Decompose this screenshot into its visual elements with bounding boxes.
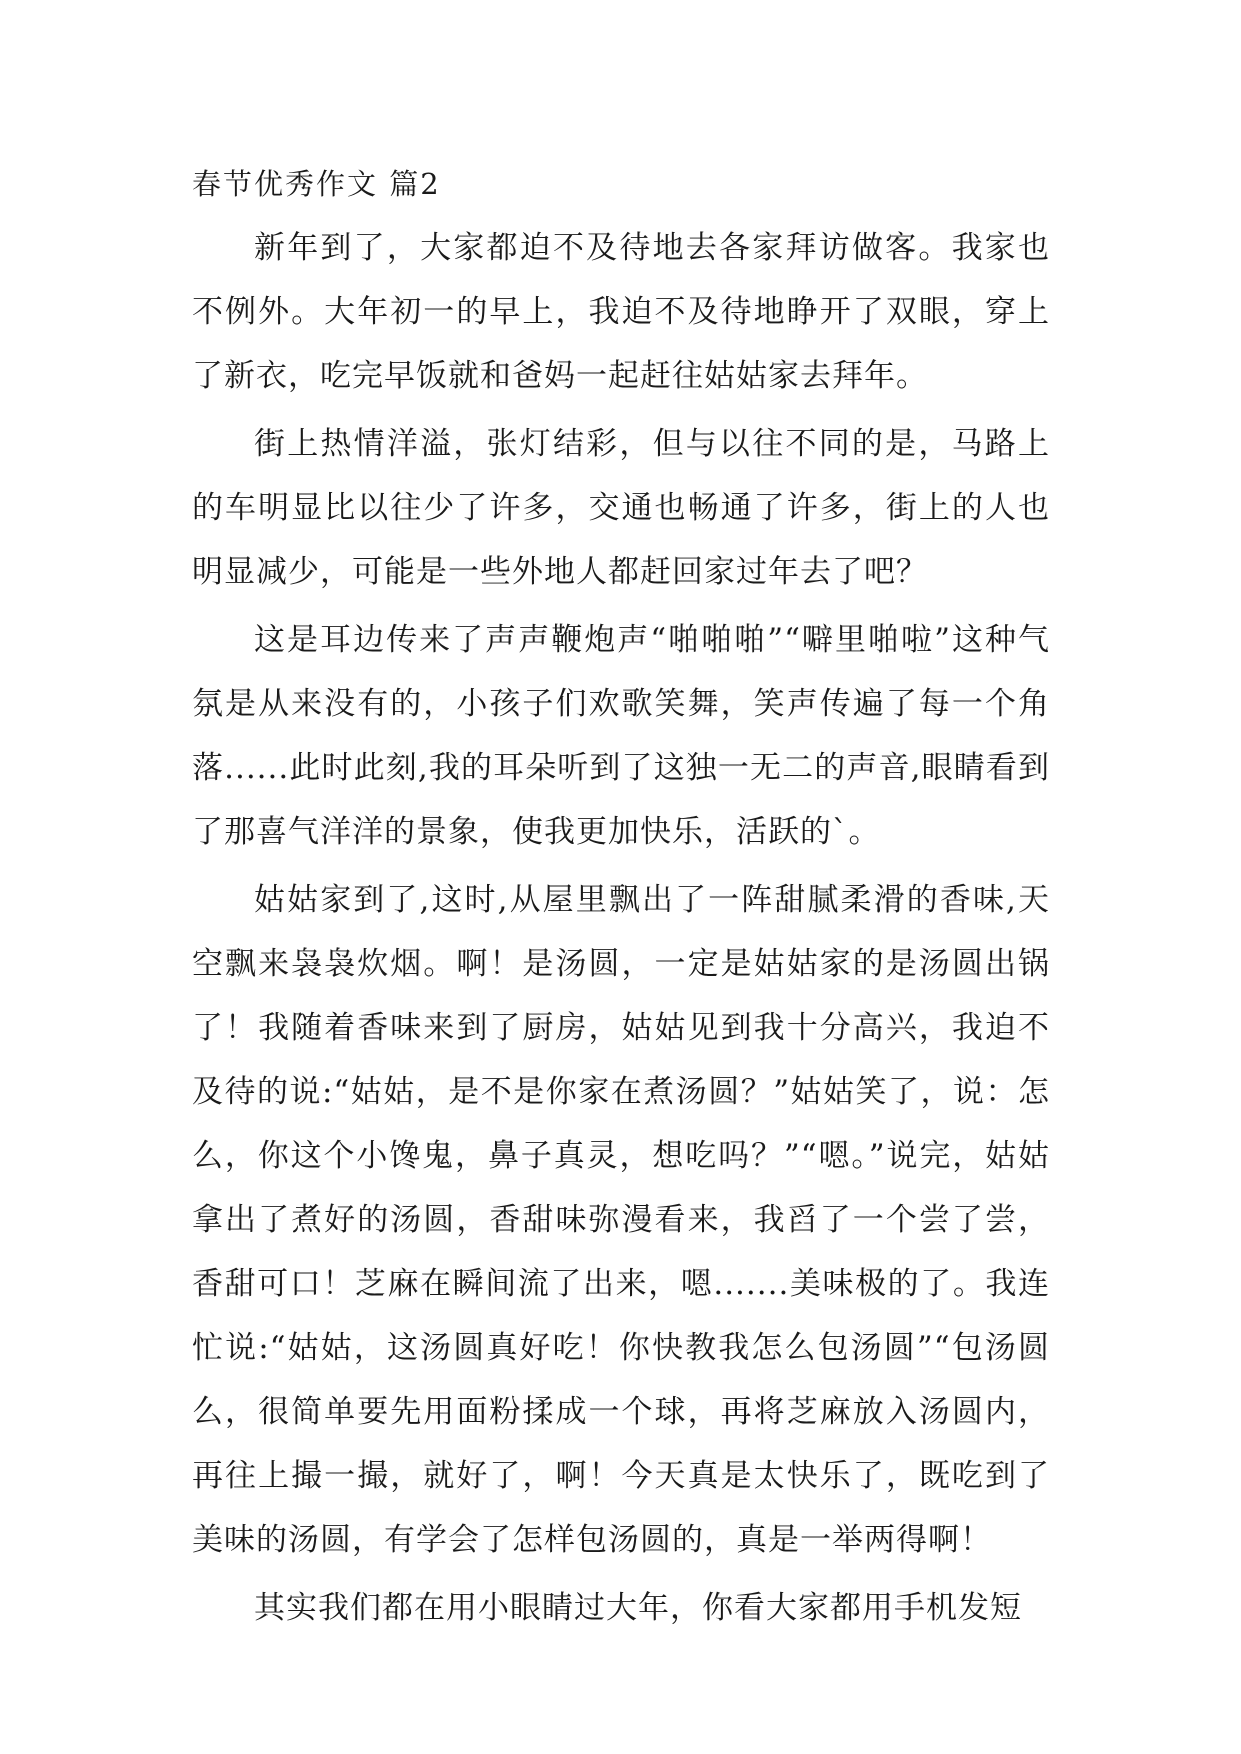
- essay-title: 春节优秀作文 篇2: [192, 167, 441, 201]
- paragraph-4: 姑姑家到了,这时,从屋里飘出了一阵甜腻柔滑的香味,天空飘来袅袅炊烟。啊！是汤圆，一定是姑姑家的是汤圆出锅了！我随着香味来到了厨房，姑姑见到我十分高兴，我迫不及待的说:“姑姑，是不是你家在煮汤圆？”姑姑笑了，说：怎么，你这个小馋鬼，鼻子真灵，想吃吗？”“嗯。”说完，姑姑拿出了煮好的汤圆，香甜味弥漫看来，我舀了一个尝了尝，香甜可口！芝麻在瞬间流了出来，嗯.......美味极的了。我连忙说:“姑姑，这汤圆真好吃！你快教我怎么包汤圆”“包汤圆么，很简单要先用面粉揉成一个球，再将芝麻放入汤圆内，再往上撮一撮，就好了，啊！今天真是太快乐了，既吃到了美味的汤圆，有学会了怎样包汤圆的，真是一举两得啊！: [192, 882, 1050, 1558]
- paragraph-2: 街上热情洋溢，张灯结彩，但与以往不同的是，马路上的车明显比以往少了许多，交通也畅通了许多，街上的人也明显减少，可能是一些外地人都赶回家过年去了吧？: [192, 426, 1050, 590]
- paragraph-3: 这是耳边传来了声声鞭炮声“啪啪啪”“噼里啪啦”这种气氛是从来没有的，小孩子们欢歌笑舞，笑声传遍了每一个角落......此时此刻,我的耳朵听到了这独一无二的声音,眼睛看到了那喜气洋洋的景象，使我更加快乐，活跃的`。: [192, 622, 1050, 850]
- paragraph-5: 其实我们都在用小眼睛过大年，你看大家都用手机发短: [254, 1590, 1022, 1626]
- document-body: [192, 162, 1050, 1644]
- paragraph-1: 新年到了，大家都迫不及待地去各家拜访做客。我家也不例外。大年初一的早上，我迫不及待地睁开了双眼，穿上了新衣，吃完早饭就和爸妈一起赶往姑姑家去拜年。: [192, 230, 1050, 394]
